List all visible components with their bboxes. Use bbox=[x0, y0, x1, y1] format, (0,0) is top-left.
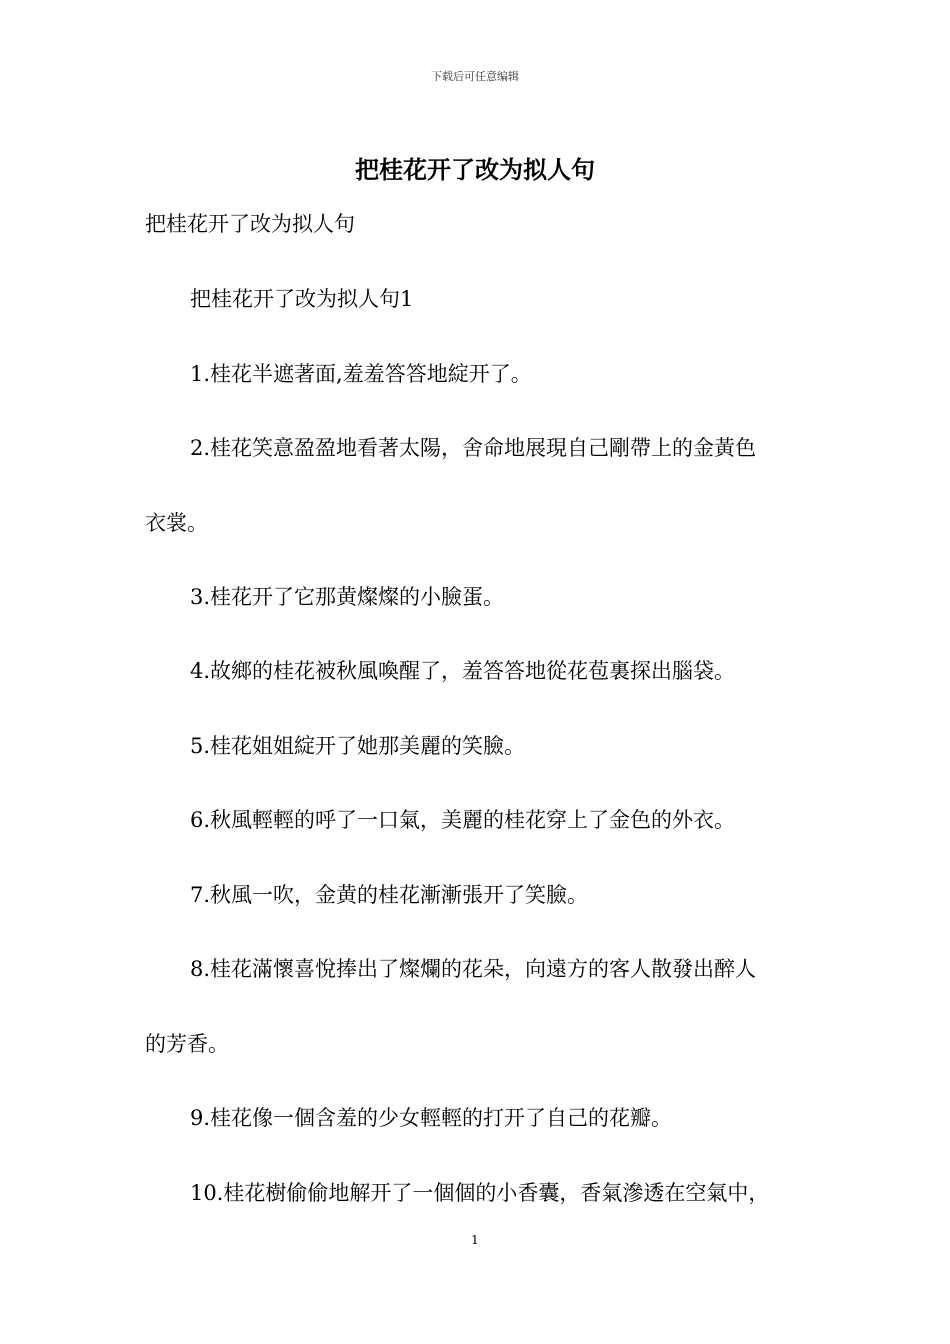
paragraph-line: 衣裳。 bbox=[145, 511, 208, 535]
paragraph-line: 4.故鄉的桂花被秋風喚醒了，羞答答地從花苞裏探出腦袋。 bbox=[190, 659, 736, 683]
paragraph-line: 1.桂花半遮著面,羞羞答答地綻开了。 bbox=[190, 362, 532, 386]
paragraph-line: 9.桂花像一個含羞的少女輕輕的打开了自己的花瓣。 bbox=[190, 1106, 673, 1130]
paragraph-line: 3.桂花开了它那黄燦燦的小臉蛋。 bbox=[190, 585, 505, 609]
paragraph-line: 7.秋風一吹，金黄的桂花漸漸張开了笑臉。 bbox=[190, 883, 589, 907]
page-header-note: 下载后可任意编辑 bbox=[431, 70, 519, 83]
paragraph-line: 2.桂花笑意盈盈地看著太陽，舍命地展現自己剛帶上的金黃色 bbox=[190, 436, 757, 460]
paragraph-line: 8.桂花滿懷喜悅捧出了燦爛的花朵，向遠方的客人散發出醉人 bbox=[190, 957, 757, 981]
section-heading: 把桂花开了改为拟人句1 bbox=[190, 287, 414, 311]
paragraph-line: 5.桂花姐姐綻开了她那美麗的笑臉。 bbox=[190, 734, 526, 758]
paragraph-line: 的芳香。 bbox=[145, 1032, 229, 1056]
document-title: 把桂花开了改为拟人句 bbox=[355, 155, 595, 184]
document-subtitle: 把桂花开了改为拟人句 bbox=[145, 212, 355, 236]
paragraph-line: 6.秋風輕輕的呼了一口氣，美麗的桂花穿上了金色的外衣。 bbox=[190, 808, 736, 832]
paragraph-line: 10.桂花樹偷偷地解开了一個個的小香囊，香氣滲透在空氣中， bbox=[190, 1181, 770, 1205]
page-number: 1 bbox=[471, 1233, 479, 1247]
